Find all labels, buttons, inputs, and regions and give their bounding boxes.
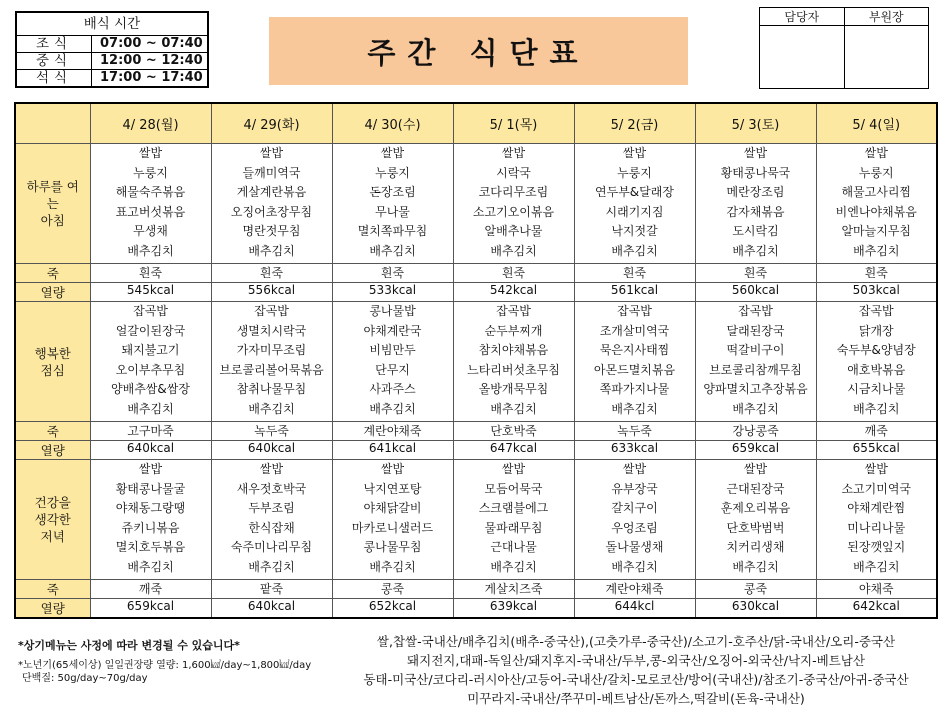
day-header: 5/ 1(목) [453, 103, 574, 144]
footer-notes [18, 639, 338, 685]
dish-item: 순두부찌개 [484, 323, 543, 338]
dish-item: 쌀밥 [501, 462, 526, 476]
dish-item: 쌀밥 [259, 146, 284, 160]
calorie-label: 열량 [15, 441, 90, 460]
dish-item: 올방개묵무침 [478, 382, 549, 396]
meal-label [15, 302, 90, 422]
porridge-cell: 고구마죽 [90, 422, 211, 441]
dish-item: 브로콜리참깨무침 [709, 362, 802, 377]
porridge-cell: 콩죽 [695, 580, 816, 599]
calorie-cell: 644kcl [574, 599, 695, 619]
dish-item: 오징어초장무침 [230, 204, 313, 219]
meal-label [15, 460, 90, 580]
calorie-cell: 503kcal [816, 283, 937, 302]
porridge-cell: 강낭콩죽 [695, 422, 816, 441]
porridge-cell: 깨죽 [816, 422, 937, 441]
calorie-cell: 633kcal [574, 441, 695, 460]
menu-cell [574, 144, 695, 264]
porridge-cell: 단호박죽 [453, 422, 574, 441]
dish-item: 시금치나물 [847, 382, 906, 396]
nutrition-note-protein: 단백질: 50g/day~70g/day [22, 673, 148, 684]
calorie-label: 열량 [15, 283, 90, 302]
porridge-cell: 흰죽 [695, 264, 816, 283]
dish-item: 물파래무침 [484, 520, 543, 535]
dish-item: 단무지 [375, 362, 410, 377]
title-banner [269, 17, 688, 85]
calorie-cell: 545kcal [90, 283, 211, 302]
dish-item: 황태콩나물굴 [115, 481, 186, 496]
menu-cell [816, 144, 937, 264]
dish-item: 알마늘지무침 [841, 224, 912, 238]
dish-item: 쌀밥 [501, 146, 526, 160]
meal-time-name: 중식 [17, 53, 92, 70]
dish-item: 누룽지 [617, 165, 652, 180]
menu-cell [332, 302, 453, 422]
meal-row [15, 302, 937, 422]
dish-item: 배추김치 [248, 559, 295, 574]
porridge-cell: 녹두죽 [574, 422, 695, 441]
dish-item: 들깨미역국 [242, 165, 301, 180]
dish-item: 야채동그랑땡 [115, 501, 186, 515]
dish-item: 배추김치 [369, 243, 416, 258]
dish-item: 느타리버섯초무침 [467, 362, 560, 377]
page-title: 주간 식단표 [367, 35, 590, 70]
dish-item: 배추김치 [611, 401, 658, 416]
dish-item: 양파멸치고추장볶음 [703, 382, 808, 396]
menu-change-notice: *상기메뉴는 사정에 따라 변경될 수 있습니다* [18, 639, 240, 652]
porridge-label: 죽 [15, 422, 90, 441]
meal-time-name: 조식 [17, 36, 92, 53]
dish-item: 사과주스 [369, 382, 416, 396]
porridge-label: 죽 [15, 580, 90, 599]
menu-cell [332, 460, 453, 580]
calorie-cell: 560kcal [695, 283, 816, 302]
calorie-cell: 640kcal [211, 441, 332, 460]
dish-item: 배추김치 [611, 243, 658, 258]
dish-item: 쌀밥 [864, 146, 888, 160]
porridge-cell: 콩죽 [332, 580, 453, 599]
dish-item: 배추김치 [853, 243, 900, 258]
calorie-cell: 533kcal [332, 283, 453, 302]
day-header: 5/ 3(토) [695, 103, 816, 144]
dish-item: 숙주미나리무침 [230, 540, 313, 554]
signature-slot-deputy-director[interactable] [844, 26, 929, 89]
dish-item: 알배추나물 [484, 224, 543, 238]
menu-cell [816, 302, 937, 422]
dish-item: 낙지연포탕 [363, 481, 422, 496]
dish-item: 모듬어묵국 [484, 481, 543, 496]
porridge-cell: 흰죽 [332, 264, 453, 283]
dish-item: 명란젓무침 [242, 224, 301, 238]
calorie-cell: 655kcal [816, 441, 937, 460]
menu-cell [574, 302, 695, 422]
dish-item: 닭개장 [858, 323, 894, 338]
day-header: 5/ 4(일) [816, 103, 937, 144]
dish-item: 된장깻잎지 [847, 540, 906, 554]
menu-cell [695, 460, 816, 580]
nutrition-note-energy: *노년기(65세이상) 일일권장량 열량: 1,600㎉/day~1,800㎉/day [18, 660, 312, 671]
weekly-menu-table [14, 102, 938, 619]
dish-item: 배추김치 [127, 559, 174, 574]
dish-item: 쌀밥 [622, 462, 647, 476]
dish-item: 미나리나물 [847, 520, 906, 535]
dish-item: 쌀밥 [743, 146, 768, 160]
porridge-row [15, 422, 937, 441]
dish-item: 잡곡밥 [617, 304, 652, 318]
dish-item: 게살계란볶음 [236, 185, 307, 199]
porridge-cell: 게살치즈죽 [453, 580, 574, 599]
porridge-cell: 팥죽 [211, 580, 332, 599]
dish-item: 누룽지 [133, 165, 168, 180]
calorie-cell: 659kcal [695, 441, 816, 460]
dish-item: 잡곡밥 [133, 304, 168, 318]
menu-cell [211, 302, 332, 422]
calorie-cell: 630kcal [695, 599, 816, 619]
dish-item: 두부조림 [248, 501, 295, 515]
dish-item: 돌나물생채 [605, 540, 664, 554]
dish-item: 쌀밥 [138, 146, 163, 160]
dish-item: 마카로니샐러드 [351, 520, 434, 535]
porridge-cell: 흰죽 [816, 264, 937, 283]
dish-item: 연두부&달래장 [595, 185, 674, 199]
dish-item: 소고기미역국 [841, 481, 912, 496]
approval-box [759, 7, 929, 89]
menu-cell [453, 144, 574, 264]
approval-header-manager: 담당자 [760, 8, 845, 26]
origin-line: 돼지전지,대패-독일산/돼지후지-국내산/두부,콩-외국산/오징어-외국산/낙지-베트남산 [407, 653, 865, 668]
dish-item: 콩나물밥 [369, 304, 416, 318]
dish-item: 쌀밥 [380, 146, 405, 160]
dish-item: 애호박볶음 [847, 362, 906, 377]
meal-time-name: 석식 [17, 70, 92, 87]
menu-cell [453, 460, 574, 580]
calorie-label: 열량 [15, 599, 90, 619]
calorie-row [15, 441, 937, 460]
dish-item: 비엔나야채볶음 [835, 204, 917, 219]
day-header: 4/ 30(수) [332, 103, 453, 144]
menu-cell [90, 460, 211, 580]
meal-label [15, 144, 90, 264]
menu-cell [574, 460, 695, 580]
dish-item: 쌀밥 [864, 462, 888, 476]
dish-item: 돼지불고기 [121, 343, 180, 357]
dish-item: 낙지젓갈 [611, 224, 658, 238]
dish-item: 스크램블에그 [478, 501, 549, 515]
approval-header-deputy-director: 부원장 [844, 8, 929, 26]
dish-item: 치커리생채 [726, 540, 785, 554]
dish-item: 가자미무조림 [236, 343, 307, 357]
menu-cell [816, 460, 937, 580]
dish-item: 배추김치 [369, 401, 416, 416]
meal-time-box [15, 11, 209, 88]
calorie-cell: 542kcal [453, 283, 574, 302]
dish-item: 배추김치 [732, 401, 779, 416]
dish-item: 배추김치 [369, 559, 416, 574]
dish-item: 쪽파가지나물 [599, 382, 670, 396]
porridge-row [15, 580, 937, 599]
porridge-cell: 깨죽 [90, 580, 211, 599]
menu-cell [332, 144, 453, 264]
day-header: 5/ 2(금) [574, 103, 695, 144]
meal-label-text: 하루를 여 는 아침 [26, 179, 79, 228]
dish-item: 쥬키니볶음 [121, 520, 180, 535]
dish-item: 배추김치 [853, 559, 900, 574]
dish-item: 배추김치 [732, 559, 779, 574]
dish-item: 우엉조림 [611, 520, 658, 535]
porridge-cell: 흰죽 [453, 264, 574, 283]
origin-line: 쌀,찹쌀-국내산/배추김치(배추-중국산),(고춧가루-중국산)/소고기-호주산/닭-국내산/오리-중국산 [376, 634, 896, 649]
dish-item: 아몬드멸치볶음 [593, 362, 676, 377]
dish-item: 무생채 [133, 224, 168, 238]
porridge-label: 죽 [15, 264, 90, 283]
dish-item: 묵은지사태찜 [599, 343, 670, 357]
menu-cell [90, 302, 211, 422]
day-header: 4/ 29(화) [211, 103, 332, 144]
meal-label-text: 건강을 생각한 저녁 [34, 495, 71, 544]
dish-item: 배추김치 [732, 243, 779, 258]
dish-item: 쌀밥 [380, 462, 405, 476]
meal-time-title: 배식 시간 [17, 13, 208, 36]
dish-item: 배추김치 [611, 559, 658, 574]
dish-item: 배추김치 [490, 401, 537, 416]
dish-item: 배추김치 [490, 243, 537, 258]
dish-item: 야채계란찜 [847, 501, 906, 515]
dish-item: 표고버섯볶음 [115, 204, 186, 219]
dish-item: 시래기지짐 [605, 204, 664, 219]
menu-cell [90, 144, 211, 264]
calorie-row [15, 283, 937, 302]
dish-item: 갈치구이 [611, 501, 658, 515]
calorie-row [15, 599, 937, 619]
dish-item: 메란장조림 [726, 185, 785, 199]
calorie-cell: 652kcal [332, 599, 453, 619]
dish-item: 새우젓호박국 [236, 481, 307, 496]
calorie-cell: 659kcal [90, 599, 211, 619]
calorie-cell: 640kcal [90, 441, 211, 460]
dish-item: 소고기오이볶음 [472, 204, 555, 219]
dish-item: 쌀밥 [138, 462, 163, 476]
dish-item: 브로콜리볼어묵볶음 [219, 362, 324, 377]
dish-item: 배추김치 [248, 401, 295, 416]
meal-label-text: 행복한 점심 [34, 345, 71, 378]
dish-item: 해물숙주볶음 [115, 185, 186, 199]
day-header: 4/ 28(월) [90, 103, 211, 144]
dish-item: 배추김치 [248, 243, 295, 258]
dish-item: 잡곡밥 [254, 304, 289, 318]
meal-time-value: 17:00 ~ 17:40 [92, 70, 208, 87]
calorie-cell: 640kcal [211, 599, 332, 619]
dish-item: 유부장국 [611, 481, 658, 496]
dish-item: 달래된장국 [726, 323, 785, 338]
origin-info [332, 632, 940, 708]
calorie-cell: 641kcal [332, 441, 453, 460]
dish-item: 잡곡밥 [738, 304, 773, 318]
dish-item: 야채닭갈비 [363, 501, 422, 515]
dish-item: 쌀밥 [743, 462, 768, 476]
meal-time-value: 12:00 ~ 12:40 [92, 53, 208, 70]
dish-item: 단호박범벅 [726, 520, 785, 535]
calorie-cell: 639kcal [453, 599, 574, 619]
porridge-cell: 흰죽 [211, 264, 332, 283]
dish-item: 누룽지 [375, 165, 410, 180]
porridge-row [15, 264, 937, 283]
porridge-cell: 녹두죽 [211, 422, 332, 441]
dish-item: 배추김치 [490, 559, 537, 574]
porridge-cell: 계란야채죽 [332, 422, 453, 441]
meal-row [15, 460, 937, 580]
dish-item: 코다리무조림 [478, 185, 549, 199]
calorie-cell: 642kcal [816, 599, 937, 619]
dish-item: 쌀밥 [622, 146, 647, 160]
dish-item: 도시락김 [732, 224, 779, 238]
dish-item: 멸치쪽파무침 [357, 224, 428, 238]
day-header-row [15, 103, 937, 144]
meal-time-value: 07:00 ~ 07:40 [92, 36, 208, 53]
meal-row [15, 144, 937, 264]
dish-item: 배추김치 [127, 401, 174, 416]
dish-item: 근대된장국 [726, 481, 785, 496]
origin-line: 동태-미국산/코다리-러시아산/고등어-국내산/갈치-모로코산/방어(국내산)/참조기-중국산/아귀-중국산 [363, 672, 909, 687]
dish-item: 비빔만두 [369, 343, 416, 357]
signature-slot-manager[interactable] [760, 26, 845, 89]
dish-item: 쌀밥 [259, 462, 284, 476]
menu-cell [695, 302, 816, 422]
dish-item: 훈제오리볶음 [720, 501, 791, 515]
calorie-cell: 647kcal [453, 441, 574, 460]
dish-item: 감자채볶음 [726, 204, 785, 219]
dish-item: 생멸치시락국 [236, 323, 307, 338]
dish-item: 떡갈비구이 [726, 343, 785, 357]
dish-item: 숙두부&양념장 [836, 343, 916, 357]
menu-cell [211, 144, 332, 264]
dish-item: 한식잡채 [248, 520, 295, 535]
dish-item: 배추김치 [127, 243, 174, 258]
dish-item: 돈장조림 [369, 185, 416, 199]
menu-cell [211, 460, 332, 580]
dish-item: 콩나물무침 [363, 540, 422, 554]
calorie-cell: 556kcal [211, 283, 332, 302]
dish-item: 배추김치 [853, 401, 900, 416]
porridge-cell: 흰죽 [90, 264, 211, 283]
dish-item: 조개살미역국 [599, 323, 670, 338]
dish-item: 멸치호두볶음 [115, 540, 186, 554]
porridge-cell: 야채죽 [816, 580, 937, 599]
dish-item: 해물고사리찜 [841, 185, 912, 199]
dish-item: 야채계란국 [363, 323, 422, 338]
dish-item: 참취나물무침 [236, 382, 307, 396]
corner-cell [15, 103, 90, 144]
calorie-cell: 561kcal [574, 283, 695, 302]
origin-line: 미꾸라지-국내산/쭈꾸미-베트남산/돈까스,떡갈비(돈육-국내산) [467, 691, 805, 706]
dish-item: 얼갈이된장국 [115, 323, 186, 338]
dish-item: 오이부추무침 [115, 362, 186, 377]
dish-item: 잡곡밥 [496, 304, 531, 318]
dish-item: 무나물 [375, 204, 410, 219]
dish-item: 누룽지 [858, 165, 894, 180]
dish-item: 잡곡밥 [858, 304, 894, 318]
dish-item: 황태콩나묵국 [720, 165, 791, 180]
porridge-cell: 계란야채죽 [574, 580, 695, 599]
dish-item: 참치야채볶음 [478, 343, 549, 357]
dish-item: 근대나물 [490, 540, 537, 554]
dish-item: 시락국 [496, 165, 531, 180]
dish-item: 양배추쌈&쌈장 [111, 382, 190, 396]
porridge-cell: 흰죽 [574, 264, 695, 283]
menu-cell [695, 144, 816, 264]
menu-cell [453, 302, 574, 422]
